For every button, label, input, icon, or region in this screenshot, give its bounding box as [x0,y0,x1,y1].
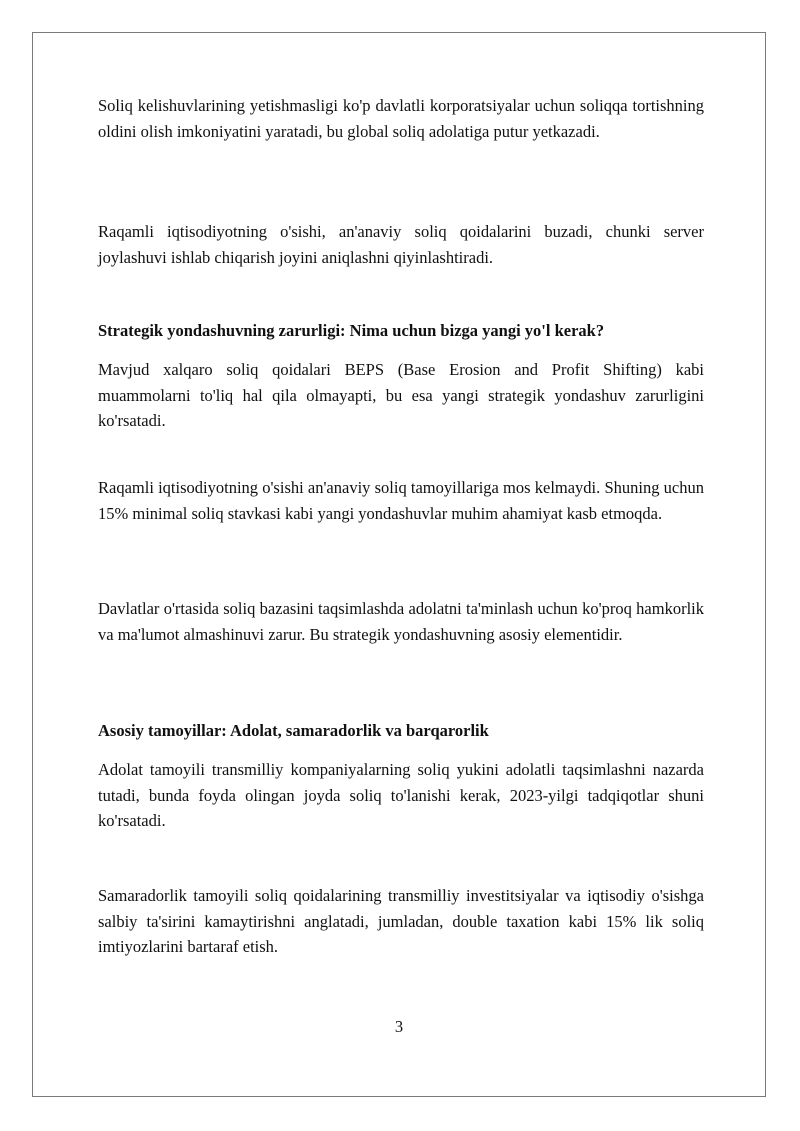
paragraph-text: Raqamli iqtisodiyotning o'sishi, an'anaviy soliq qoidalarini buzadi, chunki server joylashuvi ishlab chiqarish joyini aniqlashni qiyinlashtiradi. [98,222,704,267]
heading-text: Strategik yondashuvning zarurligi: Nima uchun bizga yangi yo'l kerak? [98,321,605,340]
paragraph-tax-agreements [98,93,704,144]
paragraph-efficiency-principle [98,883,704,960]
paragraph-minimum-tax [98,475,704,526]
document-page [32,32,766,1097]
paragraph-fairness-principle [98,757,704,834]
paragraph-digital-economy [98,219,704,270]
paragraph-text: Davlatlar o'rtasida soliq bazasini taqsimlashda adolatni ta'minlash uchun ko'proq hamkorlik va ma'lumot almashinuvi zarur. Bu strategik yondashuvning asosiy elementidir. [98,599,704,644]
paragraph-text: Mavjud xalqaro soliq qoidalari BEPS (Base Erosion and Profit Shifting) kabi muammolarni to'liq hal qila olmayapti, bu esa yangi strategik yondashuv zarurligini ko'rsatadi. [98,360,704,430]
paragraph-cooperation [98,596,704,647]
paragraph-text: Adolat tamoyili transmilliy kompaniyalarning soliq yukini adolatli taqsimlashni nazarda tutadi, bunda foyda olingan joyda soliq to'lanishi kerak, 2023-yilgi tadqiqotlar shuni ko'rsatadi. [98,760,704,830]
paragraph-beps [98,357,704,434]
paragraph-text: Samaradorlik tamoyili soliq qoidalarining transmilliy investitsiyalar va iqtisodiy o'sishga salbiy ta'sirini kamaytirishni anglatadi, jumladan, double taxation kabi 15% lik soliq imtiyozlarini bartaraf etish. [98,886,704,956]
paragraph-text: Raqamli iqtisodiyotning o'sishi an'anaviy soliq tamoyillariga mos kelmaydi. Shuning uchun 15% minimal soliq stavkasi kabi yangi yondashuvlar muhim ahamiyat kasb etmoqda. [98,478,704,523]
heading-text: Asosiy tamoyillar: Adolat, samaradorlik va barqarorlik [98,721,489,740]
section-heading-principles [98,718,704,744]
section-heading-strategic-approach [98,318,704,344]
page-number: 3 [394,1017,404,1036]
paragraph-text: Soliq kelishuvlarining yetishmasligi ko'p davlatli korporatsiyalar uchun soliqqa tortishning oldini olish imkoniyatini yaratadi, bu global soliq adolatiga putur yetkazadi. [98,96,704,141]
